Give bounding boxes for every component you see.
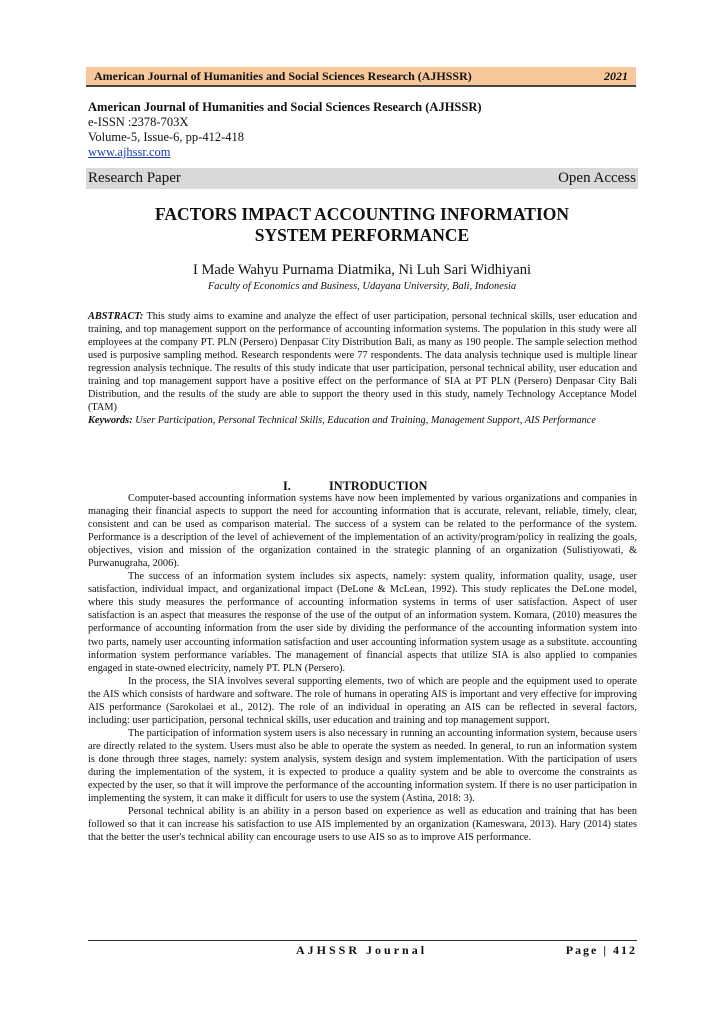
- page-number: Page | 412: [565, 943, 637, 957]
- paragraph: The success of an information system includes six aspects, namely: system quality, information quality, usage, user satisfaction, individual impact, and organizational impact (DeLone & McLean, 1992). This study replicates the DeLone model, where this study measures the performance of accounting information systems in terms of user satisfaction. Aspect of user satisfaction is an aspect that measures the response of the use of the output of an information system. Komara, (2010) measures the performance of accounting information from the user side by dividing the performance of the accounting information system into two parts, namely user accounting information satisfaction and user accounting information system usage as a substitute. accounting information system performance variables. The management of financial aspects that utilize SIA is also applied to companies engaged in state-owned electricity, namely PT. PLN (Persero).: [88, 571, 637, 674]
- paragraph: The participation of information system users is also necessary in running an accounting information system, because users are directly related to the system. Users must also be able to operate the system as needed. In general, to run an information system is done through three stages, namely: system analysis, system design and system implementation. With the participation of users during the implementation of the system, it is expected to produce a quality system and be able to overcome the constraints as expected by the user, so that it will improve the performance of the accounting information system. If there is no user participation in implementing the system, it can make it difficult for users to use the system (Astina, 2018: 3).: [88, 727, 637, 805]
- paper-type-bar: [86, 168, 638, 189]
- volume-issue: Volume-5, Issue-6, pp-412-418: [88, 130, 244, 144]
- page-footer: [88, 940, 637, 957]
- body-text: [88, 492, 637, 844]
- paragraph: Computer-based accounting information systems have now been implemented by various organizations and companies in managing their financial aspects to support the need for accounting information that is accurate, relevant, reliable, timely, clear, consistent and can be used as comparison material. The success of a system can be related to the performance of the system. Performance is a description of the level of achievement of the implementation of an activity/program/policy in realizing the goals, objectives, vision and mission of the organization contained in the strategic planning of an organization (Sulistiyowati, & Purwanugraha, 2006).: [88, 493, 637, 570]
- keywords-text: User Participation, Personal Technical Skills, Education and Training, Management Support, AIS Performance: [135, 415, 596, 427]
- footer-journal: AJHSSR Journal: [296, 943, 428, 957]
- affiliation: Faculty of Economics and Business, Udayana University, Bali, Indonesia: [207, 281, 517, 292]
- running-header: [86, 67, 636, 87]
- keywords: [88, 414, 637, 427]
- keywords-label: Keywords:: [88, 415, 133, 427]
- paper-type: Research Paper: [88, 170, 181, 186]
- publication-meta: [88, 100, 638, 160]
- section-number: I.: [283, 479, 291, 493]
- paper-title: [86, 204, 638, 246]
- authors: I Made Wahyu Purnama Diatmika, Ni Luh Sari Widhiyani: [193, 262, 531, 278]
- title-line-2: SYSTEM PERFORMANCE: [254, 225, 470, 245]
- journal-title: American Journal of Humanities and Social Sciences Research (AJHSSR): [88, 100, 482, 114]
- section-title: INTRODUCTION: [329, 479, 428, 493]
- abstract-text: This study aims to examine and analyze the effect of user participation, personal technical skills, user education and training, and top management support on the performance of accounting information systems. The population in this study were all employees at the company PT. PLN (Persero) Denpasar City Distribution Bali, as many as 190 people. The sample selection method used is purposive sampling method. Research respondents were 77 respondents. The data analysis technique used is multiple linear regression analysis technique. The results of this study indicate that user participation, personal technical ability, user education and training and top management support have a positive effect on the performance of SIA at PT PLN (Persero) Denpasar City Bali Distribution, and the results of the study are able to support the theory used in this study, namely Technology Acceptance Model (TAM): [88, 311, 637, 414]
- issn: e-ISSN :2378-703X: [88, 115, 189, 129]
- paragraph: Personal technical ability is an ability in a person based on experience as well as education and training that has been followed so that it can increase his satisfaction to use AIS implemented by an organization (Kameswara, 2013). Hary (2014) states that the better the user's technical ability can encourage users to use AIS so as to improve AIS performance.: [88, 806, 637, 844]
- access-type: Open Access: [558, 170, 636, 186]
- title-line-1: FACTORS IMPACT ACCOUNTING INFORMATION: [154, 204, 570, 224]
- paragraph: In the process, the SIA involves several supporting elements, two of which are people and the equipment used to operate the AIS which consists of hardware and software. The role of humans in operating AIS is important and very effective for improving AIS performance (Sarokolaei et al., 2012). The role of an individual in operating an AIS can be reflected in several factors, including: user participation, personal technical skills, user education and training and top management support.: [88, 675, 637, 726]
- abstract: [88, 310, 637, 427]
- journal-url-link[interactable]: www.ajhssr.com: [88, 145, 171, 159]
- abstract-label: ABSTRACT:: [88, 311, 144, 322]
- header-journal-name: American Journal of Humanities and Social Sciences Research (AJHSSR): [94, 68, 472, 83]
- header-year: 2021: [604, 68, 628, 83]
